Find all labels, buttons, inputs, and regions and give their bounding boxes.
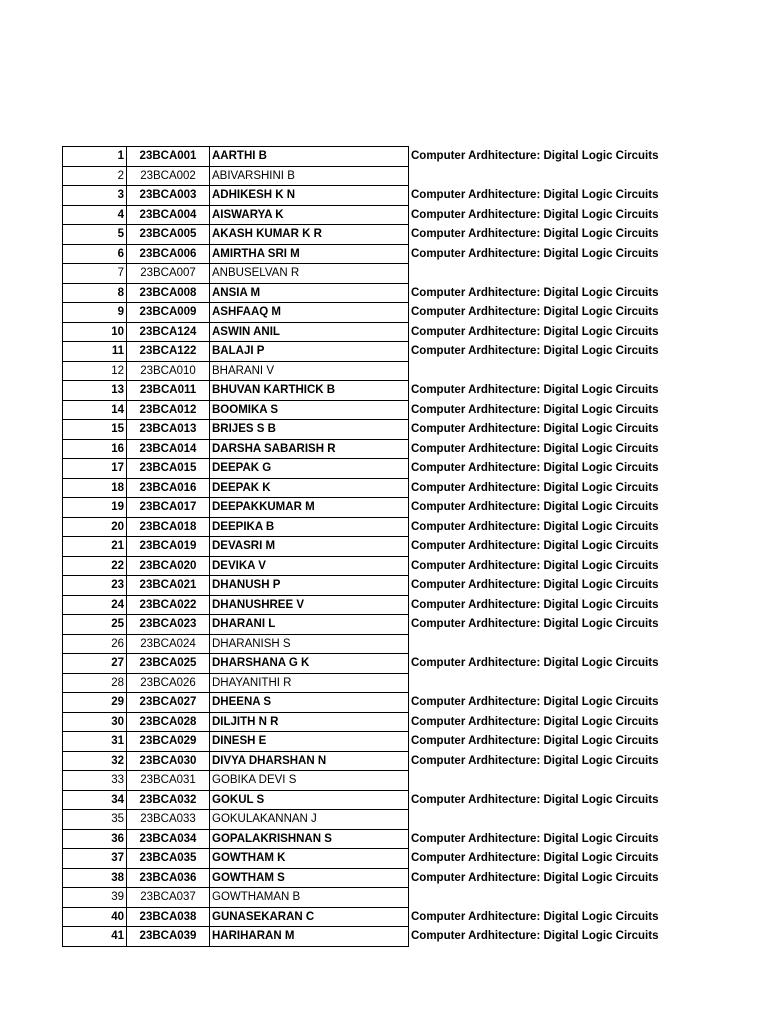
course-cell: Computer Ardhitecture: Digital Logic Circuits	[411, 228, 659, 240]
register-number-cell: 23BCA002	[127, 166, 210, 186]
register-number-cell: 23BCA039	[127, 927, 210, 947]
table-row	[63, 595, 699, 615]
course-cell: Computer Ardhitecture: Digital Logic Circuits	[411, 520, 659, 533]
student-name-cell: DHARANISH S	[210, 634, 409, 654]
table-row	[63, 186, 699, 206]
student-name-cell: DHANUSH P	[210, 576, 409, 596]
student-name-cell: AISWARYA K	[210, 205, 409, 225]
course-cell: Computer Ardhitecture: Digital Logic Circuits	[411, 189, 659, 201]
course-cell: Computer Ardhitecture: Digital Logic Circuits	[411, 501, 659, 513]
serial-number-cell: 20	[63, 517, 127, 537]
course-cell: Computer Ardhitecture: Digital Logic Circuits	[411, 793, 659, 806]
register-number-cell: 23BCA010	[127, 361, 210, 381]
register-number-cell: 23BCA032	[127, 790, 210, 810]
course-cell	[409, 673, 699, 693]
course-cell: Computer Ardhitecture: Digital Logic Circuits	[411, 618, 659, 630]
serial-number-cell: 33	[63, 771, 127, 791]
register-number-cell: 23BCA024	[127, 634, 210, 654]
course-cell	[409, 771, 699, 791]
table-row	[63, 147, 699, 167]
student-name-cell: DHARSHANA G K	[210, 654, 409, 674]
student-name-cell: BHARANI V	[210, 361, 409, 381]
register-number-cell: 23BCA025	[127, 654, 210, 674]
serial-number-cell: 26	[63, 634, 127, 654]
serial-number-cell: 21	[63, 537, 127, 557]
table-row	[63, 673, 699, 693]
course-cell: Computer Ardhitecture: Digital Logic Circuits	[411, 910, 659, 923]
course-cell: Computer Ardhitecture: Digital Logic Circuits	[411, 384, 659, 396]
course-cell: Computer Ardhitecture: Digital Logic Circuits	[411, 462, 659, 474]
course-cell: Computer Ardhitecture: Digital Logic Circuits	[411, 715, 659, 728]
student-name-cell: BOOMIKA S	[210, 400, 409, 420]
table-row	[63, 634, 699, 654]
table-row	[63, 771, 699, 791]
register-number-cell: 23BCA026	[127, 673, 210, 693]
course-cell: Computer Ardhitecture: Digital Logic Circuits	[411, 306, 659, 318]
student-name-cell: DEVASRI M	[210, 537, 409, 557]
serial-number-cell: 22	[63, 556, 127, 576]
course-cell	[409, 810, 699, 830]
register-number-cell: 23BCA029	[127, 732, 210, 752]
register-number-cell: 23BCA034	[127, 829, 210, 849]
table-row	[63, 907, 699, 927]
student-name-cell: DEVIKA V	[210, 556, 409, 576]
course-cell: Computer Ardhitecture: Digital Logic Circuits	[411, 696, 659, 708]
serial-number-cell: 35	[63, 810, 127, 830]
course-cell: Computer Ardhitecture: Digital Logic Circuits	[411, 325, 659, 338]
student-name-cell: BHUVAN KARTHICK B	[210, 381, 409, 401]
table-row	[63, 400, 699, 420]
register-number-cell: 23BCA008	[127, 283, 210, 303]
serial-number-cell: 9	[63, 303, 127, 323]
serial-number-cell: 2	[63, 166, 127, 186]
serial-number-cell: 39	[63, 888, 127, 908]
register-number-cell: 23BCA007	[127, 264, 210, 284]
serial-number-cell: 16	[63, 439, 127, 459]
register-number-cell: 23BCA006	[127, 244, 210, 264]
student-name-cell: AARTHI B	[210, 147, 409, 167]
table-row	[63, 654, 699, 674]
register-number-cell: 23BCA023	[127, 615, 210, 635]
student-name-cell: DEEPAKKUMAR M	[210, 498, 409, 518]
table-row	[63, 868, 699, 888]
table-row	[63, 342, 699, 362]
table-row	[63, 810, 699, 830]
serial-number-cell: 28	[63, 673, 127, 693]
student-name-cell: ANSIA M	[210, 283, 409, 303]
table-row	[63, 849, 699, 869]
student-name-cell: HARIHARAN M	[210, 927, 409, 947]
register-number-cell: 23BCA028	[127, 712, 210, 732]
student-name-cell: ASWIN ANIL	[210, 322, 409, 342]
register-number-cell: 23BCA011	[127, 381, 210, 401]
serial-number-cell: 1	[63, 147, 127, 167]
register-number-cell: 23BCA014	[127, 439, 210, 459]
serial-number-cell: 5	[63, 225, 127, 245]
student-name-cell: BRIJES S B	[210, 420, 409, 440]
table-row	[63, 381, 699, 401]
course-cell	[409, 634, 699, 654]
student-name-cell: DHANUSHREE V	[210, 595, 409, 615]
student-name-cell: AKASH KUMAR K R	[210, 225, 409, 245]
student-name-cell: DEEPAK G	[210, 459, 409, 479]
course-cell	[409, 264, 699, 284]
student-name-cell: DHEENA S	[210, 693, 409, 713]
course-cell	[409, 888, 699, 908]
register-number-cell: 23BCA017	[127, 498, 210, 518]
register-number-cell: 23BCA038	[127, 907, 210, 927]
table-row	[63, 166, 699, 186]
serial-number-cell: 3	[63, 186, 127, 206]
register-number-cell: 23BCA016	[127, 478, 210, 498]
course-cell: Computer Ardhitecture: Digital Logic Circuits	[411, 598, 659, 611]
course-cell: Computer Ardhitecture: Digital Logic Circuits	[411, 423, 659, 435]
table-row	[63, 556, 699, 576]
table-row	[63, 264, 699, 284]
table-row	[63, 478, 699, 498]
table-row	[63, 829, 699, 849]
serial-number-cell: 6	[63, 244, 127, 264]
student-name-cell: GOWTHAMAN B	[210, 888, 409, 908]
register-number-cell: 23BCA030	[127, 751, 210, 771]
serial-number-cell: 7	[63, 264, 127, 284]
student-name-cell: DILJITH N R	[210, 712, 409, 732]
course-cell: Computer Ardhitecture: Digital Logic Circuits	[411, 208, 659, 221]
register-number-cell: 23BCA021	[127, 576, 210, 596]
course-cell: Computer Ardhitecture: Digital Logic Circuits	[411, 579, 659, 591]
student-name-cell: GOKULAKANNAN J	[210, 810, 409, 830]
register-number-cell: 23BCA035	[127, 849, 210, 869]
course-cell	[409, 166, 699, 186]
serial-number-cell: 34	[63, 790, 127, 810]
serial-number-cell: 24	[63, 595, 127, 615]
register-number-cell: 23BCA009	[127, 303, 210, 323]
serial-number-cell: 37	[63, 849, 127, 869]
register-number-cell: 23BCA022	[127, 595, 210, 615]
register-number-cell: 23BCA018	[127, 517, 210, 537]
student-name-cell: BALAJI P	[210, 342, 409, 362]
register-number-cell: 23BCA012	[127, 400, 210, 420]
course-cell: Computer Ardhitecture: Digital Logic Circuits	[411, 832, 659, 845]
course-cell: Computer Ardhitecture: Digital Logic Circuits	[411, 247, 659, 260]
register-number-cell: 23BCA013	[127, 420, 210, 440]
register-number-cell: 23BCA015	[127, 459, 210, 479]
student-name-cell: GOWTHAM S	[210, 868, 409, 888]
serial-number-cell: 14	[63, 400, 127, 420]
serial-number-cell: 19	[63, 498, 127, 518]
table-row	[63, 439, 699, 459]
table-row	[63, 751, 699, 771]
register-number-cell: 23BCA037	[127, 888, 210, 908]
table-row	[63, 283, 699, 303]
student-list-sheet	[62, 146, 699, 947]
student-name-cell: AMIRTHA SRI M	[210, 244, 409, 264]
course-cell: Computer Ardhitecture: Digital Logic Circuits	[411, 345, 659, 357]
register-number-cell: 23BCA031	[127, 771, 210, 791]
table-row	[63, 205, 699, 225]
table-row	[63, 459, 699, 479]
register-number-cell: 23BCA003	[127, 186, 210, 206]
serial-number-cell: 11	[63, 342, 127, 362]
course-cell	[409, 361, 699, 381]
serial-number-cell: 41	[63, 927, 127, 947]
serial-number-cell: 18	[63, 478, 127, 498]
register-number-cell: 23BCA001	[127, 147, 210, 167]
register-number-cell: 23BCA124	[127, 322, 210, 342]
register-number-cell: 23BCA122	[127, 342, 210, 362]
table-row	[63, 244, 699, 264]
student-name-cell: ABIVARSHINI B	[210, 166, 409, 186]
table-row	[63, 420, 699, 440]
serial-number-cell: 36	[63, 829, 127, 849]
course-cell: Computer Ardhitecture: Digital Logic Circuits	[411, 150, 659, 162]
register-number-cell: 23BCA004	[127, 205, 210, 225]
student-name-cell: DEEPIKA B	[210, 517, 409, 537]
course-cell: Computer Ardhitecture: Digital Logic Circuits	[411, 481, 659, 494]
table-row	[63, 732, 699, 752]
course-cell: Computer Ardhitecture: Digital Logic Circuits	[411, 540, 659, 552]
table-row	[63, 790, 699, 810]
serial-number-cell: 13	[63, 381, 127, 401]
register-number-cell: 23BCA033	[127, 810, 210, 830]
student-name-cell: ADHIKESH K N	[210, 186, 409, 206]
table-row	[63, 576, 699, 596]
student-name-cell: GOPALAKRISHNAN S	[210, 829, 409, 849]
course-cell: Computer Ardhitecture: Digital Logic Circuits	[411, 442, 659, 455]
serial-number-cell: 30	[63, 712, 127, 732]
course-cell: Computer Ardhitecture: Digital Logic Circuits	[411, 559, 659, 572]
student-name-cell: GOWTHAM K	[210, 849, 409, 869]
course-cell: Computer Ardhitecture: Digital Logic Circuits	[411, 871, 659, 884]
table-row	[63, 225, 699, 245]
serial-number-cell: 25	[63, 615, 127, 635]
serial-number-cell: 10	[63, 322, 127, 342]
course-cell: Computer Ardhitecture: Digital Logic Circuits	[411, 286, 659, 299]
serial-number-cell: 4	[63, 205, 127, 225]
student-table-body	[63, 147, 699, 947]
student-name-cell: GUNASEKARAN C	[210, 907, 409, 927]
serial-number-cell: 38	[63, 868, 127, 888]
table-row	[63, 693, 699, 713]
table-row	[63, 303, 699, 323]
course-cell: Computer Ardhitecture: Digital Logic Circuits	[411, 657, 659, 669]
course-cell: Computer Ardhitecture: Digital Logic Circuits	[411, 735, 659, 747]
student-name-cell: DINESH E	[210, 732, 409, 752]
register-number-cell: 23BCA005	[127, 225, 210, 245]
serial-number-cell: 15	[63, 420, 127, 440]
table-row	[63, 322, 699, 342]
serial-number-cell: 27	[63, 654, 127, 674]
table-row	[63, 517, 699, 537]
table-row	[63, 361, 699, 381]
student-name-cell: DARSHA SABARISH R	[210, 439, 409, 459]
serial-number-cell: 8	[63, 283, 127, 303]
student-name-cell: DEEPAK K	[210, 478, 409, 498]
student-table	[62, 146, 699, 947]
table-row	[63, 927, 699, 947]
course-cell: Computer Ardhitecture: Digital Logic Circuits	[411, 930, 659, 942]
serial-number-cell: 12	[63, 361, 127, 381]
student-name-cell: DIVYA DHARSHAN N	[210, 751, 409, 771]
table-row	[63, 537, 699, 557]
serial-number-cell: 29	[63, 693, 127, 713]
student-name-cell: DHARANI L	[210, 615, 409, 635]
register-number-cell: 23BCA036	[127, 868, 210, 888]
table-row	[63, 712, 699, 732]
register-number-cell: 23BCA027	[127, 693, 210, 713]
course-cell: Computer Ardhitecture: Digital Logic Circuits	[411, 754, 659, 767]
student-name-cell: ASHFAAQ M	[210, 303, 409, 323]
register-number-cell: 23BCA020	[127, 556, 210, 576]
course-cell: Computer Ardhitecture: Digital Logic Circuits	[411, 852, 659, 864]
serial-number-cell: 23	[63, 576, 127, 596]
serial-number-cell: 31	[63, 732, 127, 752]
student-name-cell: ANBUSELVAN R	[210, 264, 409, 284]
serial-number-cell: 17	[63, 459, 127, 479]
course-cell: Computer Ardhitecture: Digital Logic Circuits	[411, 403, 659, 416]
student-name-cell: GOBIKA DEVI S	[210, 771, 409, 791]
table-row	[63, 888, 699, 908]
table-row	[63, 498, 699, 518]
table-row	[63, 615, 699, 635]
serial-number-cell: 40	[63, 907, 127, 927]
student-name-cell: DHAYANITHI R	[210, 673, 409, 693]
student-name-cell: GOKUL S	[210, 790, 409, 810]
serial-number-cell: 32	[63, 751, 127, 771]
register-number-cell: 23BCA019	[127, 537, 210, 557]
